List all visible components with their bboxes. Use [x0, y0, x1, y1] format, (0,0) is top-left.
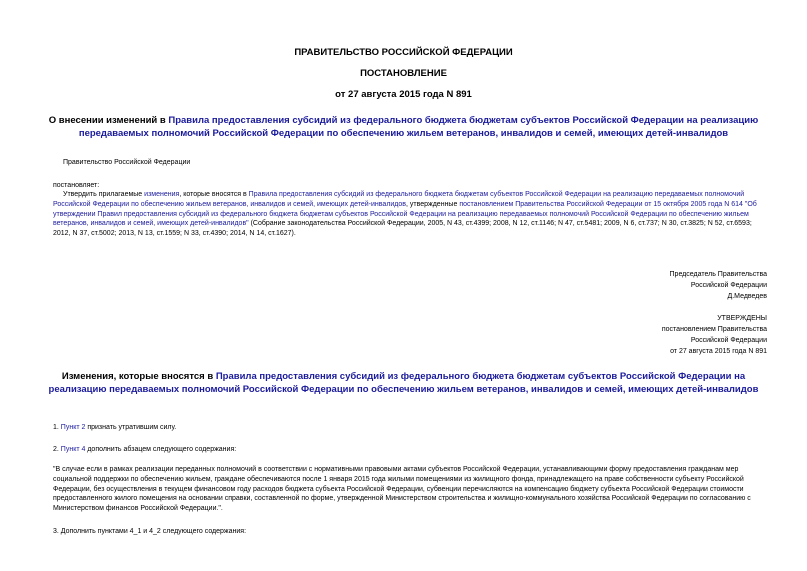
approval-status: УТВЕРЖДЕНЫ — [717, 315, 767, 322]
p1-text-a: Утвердить прилагаемые — [63, 191, 145, 198]
rules-link[interactable]: Правила предоставления субсидий из федерального бюджета бюджетам субъектов Российской Федерации на реализацию передаваемых полномочий Российской Федерации по обеспечению жильем ветеранов, инвалидов и семей, имеющих детей-инвалидов — [53, 191, 745, 208]
p1-text-b: , которые вносятся в — [179, 191, 249, 198]
changes-title-prefix: Изменения, которые вносятся в — [61, 371, 216, 382]
item-2-link[interactable]: Пункт 4 — [60, 446, 86, 453]
changes-title — [40, 370, 767, 396]
changes-title-link[interactable]: Правила предоставления субсидий из федерального бюджета бюджетам субъектов Российской Федерации на реализацию передаваемых полномочий Российской Федерации по обеспечению жильем ветеранов, инвалидов и семей, имеющих детей-инвалидов — [48, 371, 759, 395]
item-2 — [53, 445, 236, 455]
signature-position: Председатель Правительства — [669, 271, 767, 278]
signature-name: Д.Медведев — [727, 293, 767, 300]
quoted-paragraph: "В случае если в рамках реализации переданных полномочий в соответствии с нормативными правовыми актами субъектов Российской Федерации, устанавливающими форму предоставления гражданам мер социальной поддержки по обеспечению жильем, граждане обеспечиваются после 1 января 2015 года жилыми помещениями из жилищного фонда, принадлежащего на праве собственности субъекту Российской Федерации, без осуществления в текущем финансовом году расходов бюджета субъекта Российской Федерации, субвенции перечисляются на компенсацию бюджету субъекта Российской Федерации стоимости предоставленного жилого помещения на основании справки, составленной по форме, утвержденной Министерством строительства и жилищно-коммунального хозяйства Российской Федерации по согласованию с Министерством финансов Российской Федерации.". — [53, 466, 751, 513]
item-1 — [53, 423, 176, 433]
signature-block — [670, 269, 767, 302]
title-rules-link[interactable]: Правила предоставления субсидий из федерального бюджета бюджетам субъектов Российской Федерации на реализацию передаваемых полномочий Российской Федерации по обеспечению жильем ветеранов, инвалидов и семей, имеющих детей-инвалидов — [78, 115, 759, 139]
resolution-614-link[interactable]: постановлением Правительства Российской Федерации от 15 октября 2005 года N 614 "Об утверждении Правил предоставления субсидий из федерального бюджета бюджетам субъектов Российской Федерации на реализацию передаваемых полномочий Российской Федерации по обеспечению жильем ветеранов, инвалидов и семей, имеющих детей-инвалидов" — [53, 200, 757, 228]
title-prefix: О внесении изменений в — [48, 115, 169, 126]
item-1-link[interactable]: Пункт 2 — [60, 424, 86, 431]
approval-country: Российской Федерации — [690, 337, 767, 344]
signature-country: Российской Федерации — [690, 282, 767, 289]
item-2-number: 2. — [53, 446, 61, 453]
item-1-text: признать утратившим силу. — [85, 424, 177, 431]
decree-paragraph — [53, 190, 771, 239]
document-date: от 27 августа 2015 года N 891 — [335, 89, 472, 100]
government-name: ПРАВИТЕЛЬСТВО РОССИЙСКОЙ ФЕДЕРАЦИИ — [294, 47, 513, 58]
item-2-text: дополнить абзацем следующего содержания: — [85, 446, 237, 453]
p1-text-c: , утвержденные — [406, 200, 460, 208]
changes-link[interactable]: изменения — [144, 191, 180, 198]
item-3: 3. Дополнить пунктами 4_1 и 4_2 следующего содержания: — [53, 528, 247, 535]
decree-word: постановляет: — [53, 182, 100, 189]
document-title — [40, 114, 767, 140]
p1-text-d: (Собрание законодательства Российской Федерации, 2005, N 43, ст.4399; 2008, N 12, ст.1146; N 47, ст.5481; 2009, N 6, ст.737; N 30, ст.3825; N 52, ст.6593; 2012, N 37, ст.5002; 2013, N 13, ст.1559; N 33, ст.4390; 2014, N 14, ст.1627). — [53, 220, 752, 238]
approval-by: постановлением Правительства — [661, 326, 767, 333]
intro-text: Правительство Российской Федерации — [63, 159, 191, 166]
approval-block — [662, 313, 767, 357]
document-type: ПОСТАНОВЛЕНИЕ — [360, 68, 447, 79]
item-1-number: 1. — [53, 424, 61, 431]
approval-date: от 27 августа 2015 года N 891 — [670, 348, 767, 355]
